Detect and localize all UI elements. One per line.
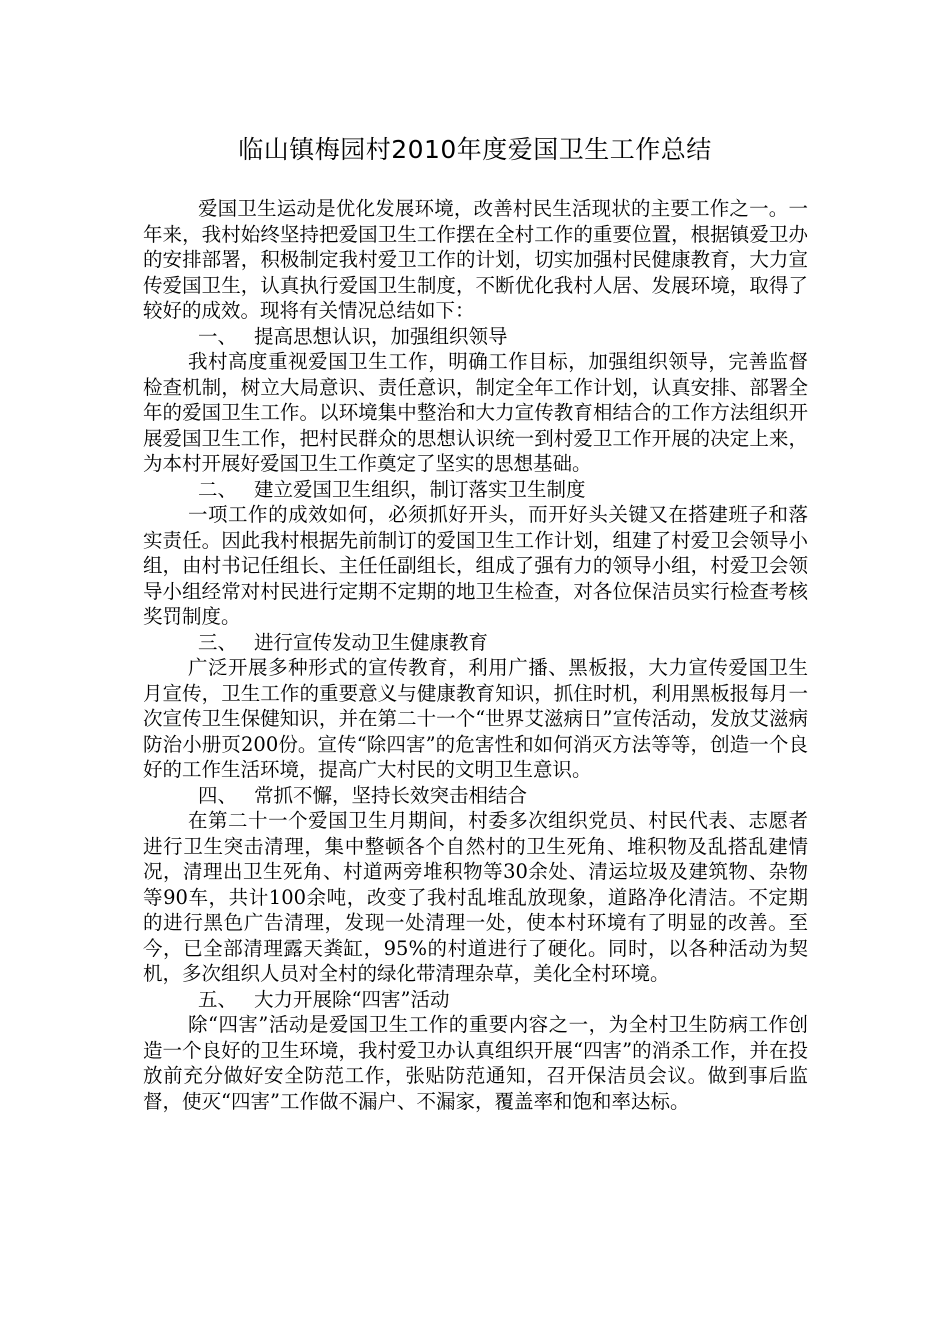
section-number-4: 四、 (198, 783, 238, 807)
section-title-3: 进行宣传发动卫生健康教育 (254, 630, 489, 654)
section-title-2: 建立爱国卫生组织，制订落实卫生制度 (254, 477, 586, 501)
intro-paragraph: 爱国卫生运动是优化发展环境，改善村民生活现状的主要工作之一。一年来，我村始终坚持把爱国卫生工作摆在全村工作的重要位置，根据镇爱卫办的安排部署，积极制定我村爱卫工作的计划，切实加强村民健康教育，大力宣传爱国卫生，认真执行爱国卫生制度，不断优化我村人居、发展环境，取得了较好的成效。现将有关情况总结如下： (143, 197, 808, 322)
section-heading-3 (143, 630, 808, 656)
section-number-1: 一、 (198, 324, 238, 348)
section-body-2: 一项工作的成效如何，必须抓好开头，而开好头关键又在搭建班子和落实责任。因此我村根据先前制订的爱国卫生工作计划，组建了村爱卫会领导小组，由村书记任组长、主任任副组长，组成了强有力的领导小组，村爱卫会领导小组经常对村民进行定期不定期的地卫生检查，对各位保洁员实行检查考核奖罚制度。 (143, 503, 808, 628)
section-title-4: 常抓不懈，坚持长效突击相结合 (254, 783, 528, 807)
section-body-1: 我村高度重视爱国卫生工作，明确工作目标，加强组织领导，完善监督检查机制，树立大局意识、责任意识，制定全年工作计划，认真安排、部署全年的爱国卫生工作。以环境集中整治和大力宣传教育相结合的工作方法组织开展爱国卫生工作，把村民群众的思想认识统一到村爱卫工作开展的决定上来，为本村开展好爱国卫生工作奠定了坚实的思想基础。 (143, 350, 808, 475)
document-title: 临山镇梅园村2010年度爱国卫生工作总结 (238, 135, 712, 164)
section-title-5: 大力开展除“四害”活动 (254, 987, 450, 1011)
section-body-4: 在第二十一个爱国卫生月期间，村委多次组织党员、村民代表、志愿者进行卫生突击清理，集中整顿各个自然村的卫生死角、堆积物及乱搭乱建情况，清理出卫生死角、村道两旁堆积物等30余处、清运垃圾及建筑物、杂物等90车，共计100余吨，改变了我村乱堆乱放现象，道路净化清洁。不定期的进行黑色广告清理，发现一处清理一处，使本村环境有了明显的改善。至今，已全部清理露天粪缸，95%的村道进行了硬化。同时，以各种活动为契机，多次组织人员对全村的绿化带清理杂草，美化全村环境。 (143, 809, 808, 985)
section-body-3: 广泛开展多种形式的宣传教育，利用广播、黑板报，大力宣传爱国卫生月宣传，卫生工作的重要意义与健康教育知识，抓住时机，利用黑板报每月一次宣传卫生保健知识，并在第二十一个“世界艾滋病日”宣传活动，发放艾滋病防治小册页200份。宣传“除四害”的危害性和如何消灭方法等等，创造一个良好的工作生活环境，提高广大村民的文明卫生意识。 (143, 656, 808, 781)
section-number-3: 三、 (198, 630, 238, 654)
section-number-2: 二、 (198, 477, 238, 501)
section-body-5: 除“四害”活动是爱国卫生工作的重要内容之一，为全村卫生防病工作创造一个良好的卫生环境，我村爱卫办认真组织开展“四害”的消杀工作，并在投放前充分做好安全防范工作，张贴防范通知，召开保洁员会议。做到事后监督，使灭“四害”工作做不漏户、不漏家，覆盖率和饱和率达标。 (143, 1013, 808, 1113)
section-title-1: 提高思想认识，加强组织领导 (254, 324, 508, 348)
section-heading-2 (143, 477, 808, 503)
document-body (143, 196, 808, 1114)
section-number-5: 五、 (198, 987, 238, 1011)
section-heading-5 (143, 987, 808, 1013)
section-heading-1 (143, 324, 808, 350)
section-heading-4 (143, 783, 808, 809)
